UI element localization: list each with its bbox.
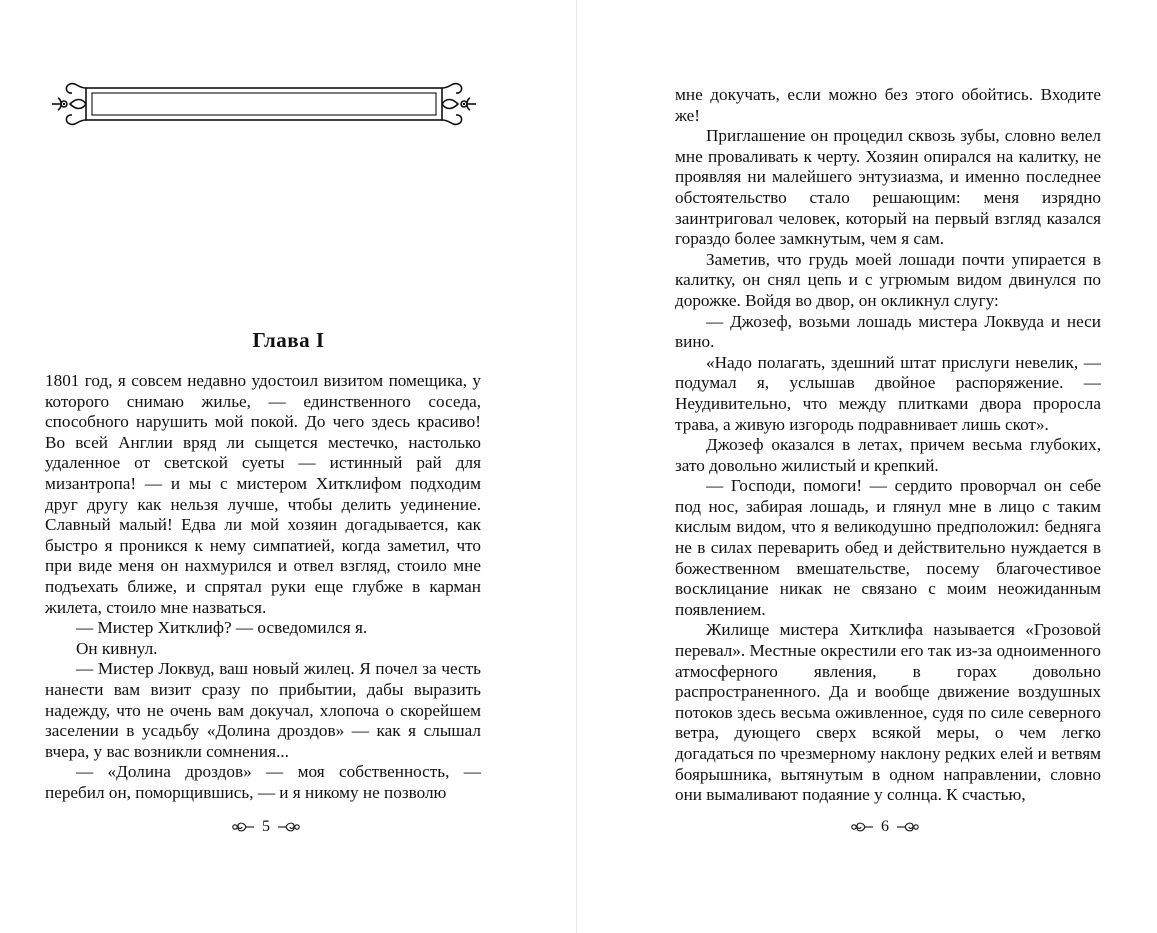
fleuron-icon [278,820,300,834]
scroll-frame-ornament-icon [52,80,476,128]
left-page [0,0,577,933]
paragraph: — Господи, помоги! — сердито проворчал он себе под нос, забирая лошадь, и глянул мне в лицо с таким кислым видом, что я великодушно предположил: бедняга не в силах переварить обед и действительно нуждается в божественном вмешательстве, посему благочестивое восклицание никак не связано с моим неожиданным появлением. [675,476,1101,619]
page-number: 5 [262,818,270,835]
paragraph: Он кивнул. [76,638,158,658]
right-page-body [675,85,1101,806]
paragraph: Заметив, что грудь моей лошади почти упирается в калитку, он снял цепь и с угрюмым видом двинулся по дорожке. Войдя во двор, он окликнул слугу: [675,249,1101,310]
paragraph: — Мистер Хитклиф? — осведомился я. [76,618,368,638]
page-number: 6 [881,818,889,835]
paragraph: «Надо полагать, здешний штат прислуги невелик, — подумал я, услышав двойное распоряжение. — Неудивительно, что между плитками двора проросла трава, а живую изгородь подравнивает лишь скот». [675,352,1101,434]
paragraph: Джозеф оказался в летах, причем весьма глубоких, зато довольно жилистый и крепкий. [675,435,1101,475]
paragraph: мне докучать, если можно без этого обойтись. Входите же! [675,85,1101,125]
paragraph: Приглашение он процедил сквозь зубы, словно велел мне проваливать к черту. Хозяин опирался на калитку, не проявляя ни малейшего энтузиазма, и именно последнее обстоятельство стало решающим: меня изрядно заинтриговал человек, который на первый взгляд казался гораздо более замкнутым, чем я сам. [675,126,1101,249]
paragraph: 1801 год, я совсем недавно удостоил визитом помещика, у которого снимаю жилье, — единственного соседа, способного нарушить мой покой. До чего здесь красиво! Во всей Англии вряд ли сыщется местечко, настолько удаленное от светской суеты — истинный рай для мизантропа! — и мы с мистером Хитклифом подходим друг другу как нельзя лучше, чтобы делить уединение. Славный малый! Едва ли мой хозяин догадывается, как быстро я проникся к нему симпатией, когда заметил, что при виде меня он нахмурился и отвел взгляд, стоило мне подъехать ближе, и спрятал руки еще глубже в карман жилета, стоило мне назваться. [45,371,481,617]
page-number-right [851,818,919,836]
paragraph: — Джозеф, возьми лошадь мистера Локвуда и неси вино. [675,311,1101,352]
fleuron-icon [851,820,873,834]
paragraph: — Мистер Локвуд, ваш новый жилец. Я почел за честь нанести вам визит сразу по прибытии, дабы выразить надежду, что не очень вам докучал, хлопоча о скорейшем заселении в усадьбу «Долина дроздов» — как я слышал вчера, у вас возникли сомнения... [45,659,481,761]
paragraph: — «Долина дроздов» — моя собственность, — перебил он, поморщившись, — и я никому не позволю [45,762,481,802]
left-page-body [45,371,481,803]
fleuron-icon [232,820,254,834]
chapter-title: Глава I [252,328,325,352]
fleuron-icon [897,820,919,834]
page-number-left [232,818,300,836]
paragraph: Жилище мистера Хитклифа называется «Грозовой перевал». Местные окрестили его так из-за одноименного атмосферного явления, в горах довольно распространенного. Да и вообще движение воздушных потоков здесь весьма оживленное, судя по силе северного ветра, дующего сверх всякой меры, о чем легко догадаться по чрезмерному наклону редких елей и ветвям боярышника, вытянутым в одном направлении, словно они вымаливают подаяние у солнца. К счастью, [675,620,1101,805]
